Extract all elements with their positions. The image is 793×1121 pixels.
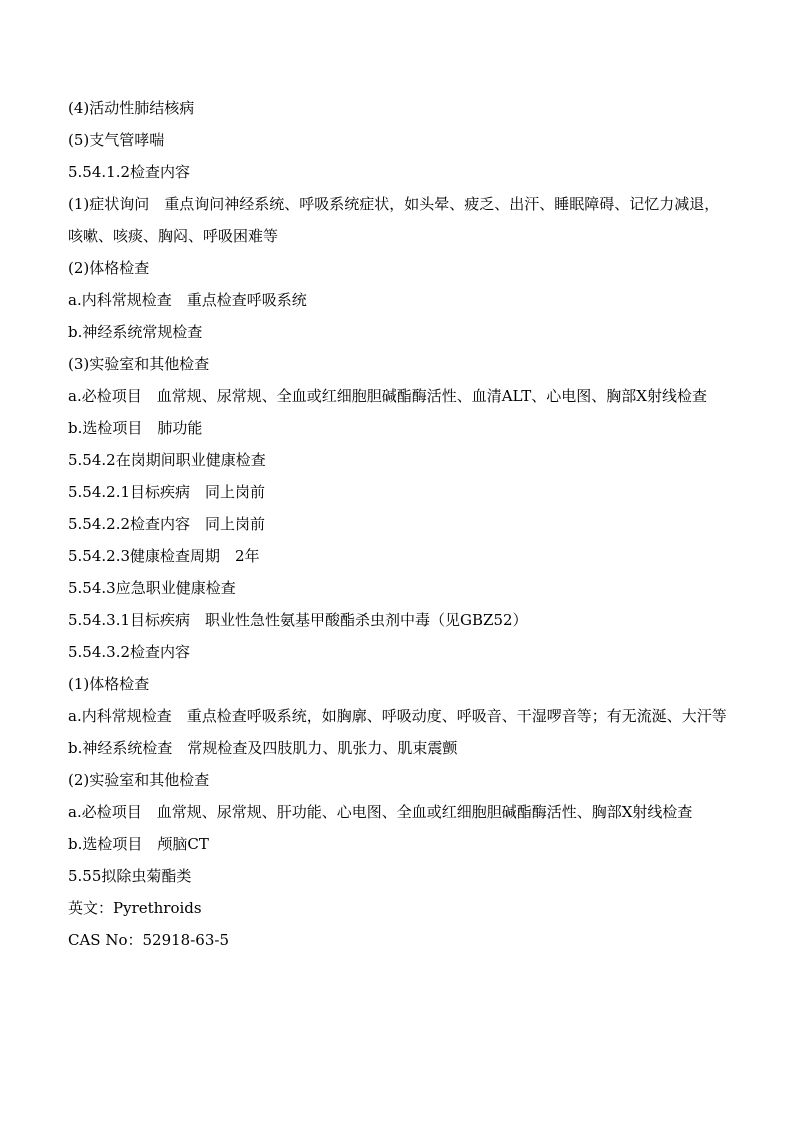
text-line: b.选检项目 颅脑CT (68, 835, 209, 853)
text-line: (2)体格检查 (68, 259, 150, 277)
text-line: 5.54.3.1目标疾病 职业性急性氨基甲酸酯杀虫剂中毒（见GBZ52） (68, 611, 528, 629)
text-line: (1)体格检查 (68, 675, 150, 693)
text-line: a.必检项目 血常规、尿常规、肝功能、心电图、全血或红细胞胆碱酯酶活性、胸部X射线检查 (68, 803, 693, 821)
text-line: (5)支气管哮喘 (68, 131, 165, 149)
section-heading: 5.54.1.2检查内容 (68, 163, 191, 181)
document-body (68, 92, 732, 956)
text-line: 英文：Pyrethroids (68, 899, 202, 917)
paragraph-required-items: a.必检项目 血常规、尿常规、全血或红细胞胆碱酯酶活性、血清ALT、心电图、胸部X射线检查 (68, 387, 707, 405)
text-line: b.选检项目 肺功能 (68, 419, 203, 437)
paragraph-symptoms: (1)症状询问 重点询问神经系统、呼吸系统症状，如头晕、疲乏、出汗、睡眠障碍、记忆力减退，咳嗽、咳痰、胸闷、呼吸困难等 (68, 195, 720, 245)
text-line: 5.54.2.2检查内容 同上岗前 (68, 515, 266, 533)
text-line: a.内科常规检查 重点检查呼吸系统 (68, 291, 307, 309)
section-heading: 5.55拟除虫菊酯类 (68, 867, 192, 885)
section-heading: 5.54.3.2检查内容 (68, 643, 191, 661)
text-line: b.神经系统检查 常规检查及四肢肌力、肌张力、肌束震颤 (68, 739, 458, 757)
text-line: 5.54.2.3健康检查周期 2年 (68, 547, 260, 565)
text-line: CAS No：52918-63-5 (68, 931, 229, 949)
text-line: (4)活动性肺结核病 (68, 99, 195, 117)
text-line: 5.54.2.1目标疾病 同上岗前 (68, 483, 266, 501)
section-heading: 5.54.3应急职业健康检查 (68, 579, 236, 597)
text-line: (2)实验室和其他检查 (68, 771, 210, 789)
paragraph-exam: a.内科常规检查 重点检查呼吸系统，如胸廓、呼吸动度、呼吸音、干湿啰音等；有无流涎、大汗等 (68, 707, 727, 725)
text-line: (3)实验室和其他检查 (68, 355, 210, 373)
text-line: b.神经系统常规检查 (68, 323, 203, 341)
section-heading: 5.54.2在岗期间职业健康检查 (68, 451, 266, 469)
